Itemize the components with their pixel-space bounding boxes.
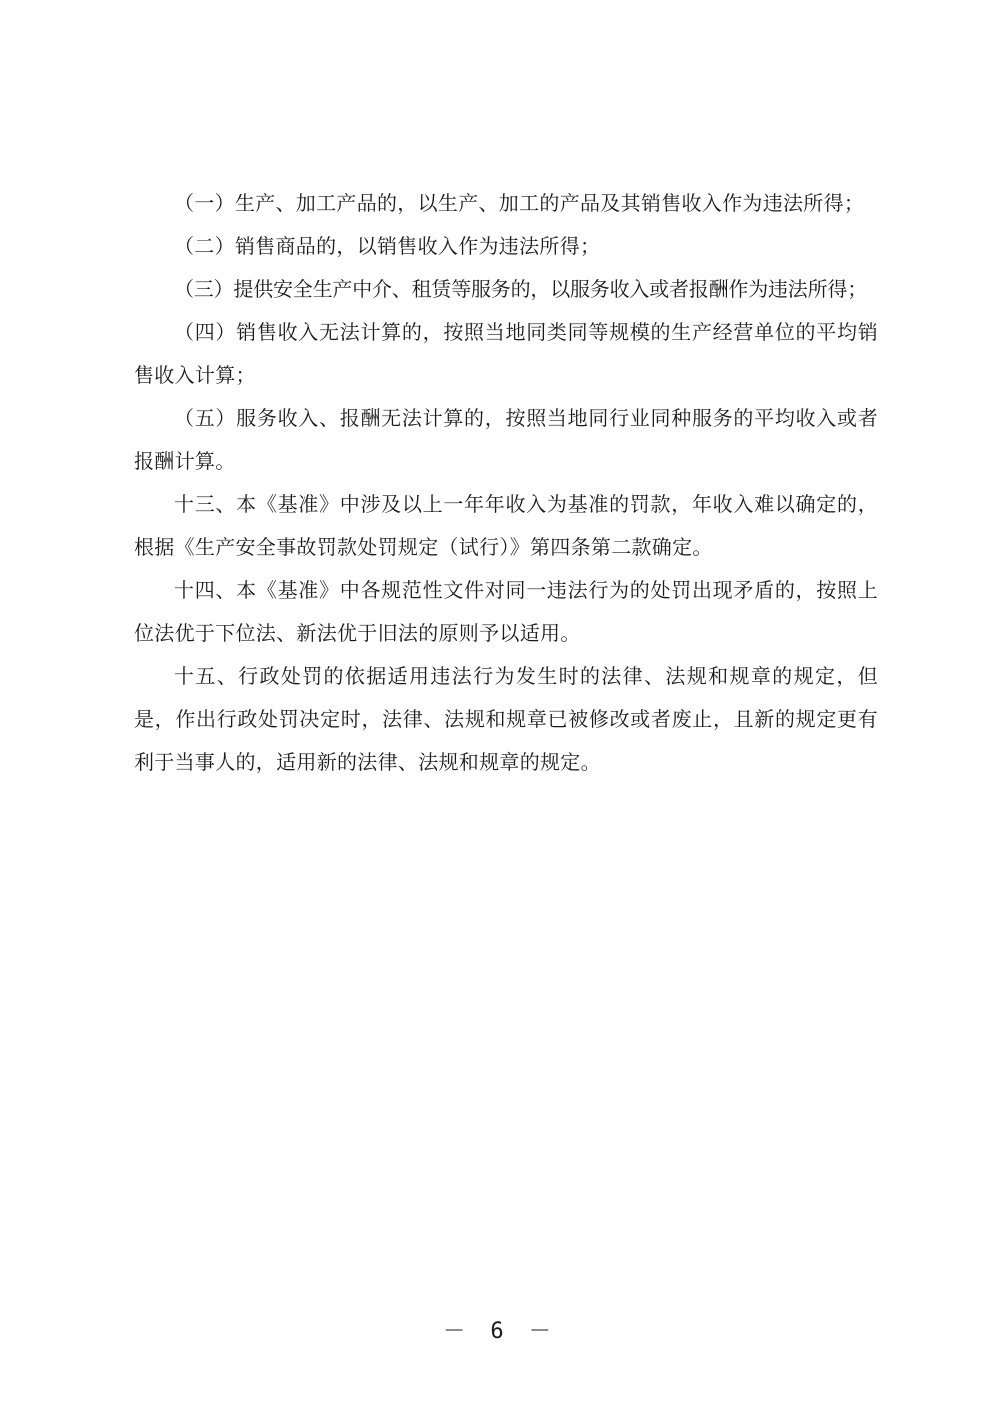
paragraph-item-1: （一）生产、加工产品的，以生产、加工的产品及其销售收入作为违法所得； [174,191,865,215]
paragraph-item-3: （三）提供安全生产中介、租赁等服务的，以服务收入或者报酬作为违法所得； [174,277,867,301]
page-number: － 6 － [443,1319,557,1344]
paragraph-item-4: （四）销售收入无法计算的，按照当地同类同等规模的生产经营单位的平均销售收入计算； [134,320,878,387]
paragraph-item-2: （二）销售商品的，以销售收入作为违法所得； [174,234,601,258]
paragraph-article-13: 十三、本《基准》中涉及以上一年年收入为基准的罚款，年收入难以确定的，根据《生产安全事故罚款处罚规定（试行）》第四条第二款确定。 [134,492,878,559]
paragraph-item-5: （五）服务收入、报酬无法计算的，按照当地同行业同种服务的平均收入或者报酬计算。 [134,406,878,473]
paragraph-article-14: 十四、本《基准》中各规范性文件对同一违法行为的处罚出现矛盾的，按照上位法优于下位法、新法优于旧法的原则予以适用。 [134,578,878,645]
paragraph-article-15: 十五、行政处罚的依据适用违法行为发生时的法律、法规和规章的规定，但是，作出行政处罚决定时，法律、法规和规章已被修改或者废止，且新的规定更有利于当事人的，适用新的法律、法规和规章的规定。 [134,664,878,774]
document-body [134,182,878,784]
